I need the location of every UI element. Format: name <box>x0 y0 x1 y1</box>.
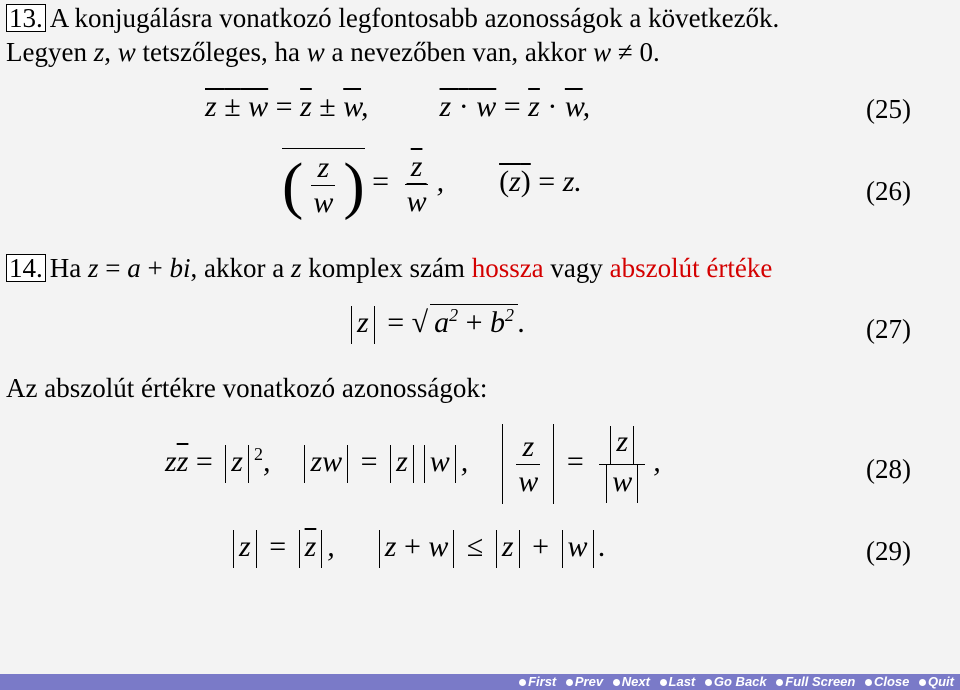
nav-prev[interactable]: Prev <box>566 674 603 689</box>
bullet-icon <box>705 679 712 686</box>
bullet-icon <box>919 679 926 686</box>
equation-26: ( $\frac{z}{w}$ ) = $\frac{\overline{z}}{w}$ , (z) = z. <box>282 149 582 221</box>
nav-go-back[interactable]: Go Back <box>705 674 767 689</box>
nav-last[interactable]: Last <box>660 674 696 689</box>
bullet-icon <box>613 679 620 686</box>
nav-next[interactable]: Next <box>613 674 650 689</box>
equation-28: $z\overline{z} = z$ $^2$, zw = z w , $\frac{z}{w}$ = $\frac{z}{w}$ , <box>165 424 661 504</box>
item-13-line2: Legyen z, w tetszőleges, ha w a nevezőben van, akkor w ≠ 0. <box>6 37 660 67</box>
nav-full-screen[interactable]: Full Screen <box>776 674 855 689</box>
equation-tag-28: (28) <box>866 454 911 484</box>
item-13-number: 13. <box>6 4 46 32</box>
equation-tag-25: (25) <box>866 94 911 124</box>
highlight-hossza: hossza <box>471 253 544 283</box>
equation-tag-27: (27) <box>866 314 911 344</box>
bullet-icon <box>566 679 573 686</box>
nav-first[interactable]: First <box>519 674 556 689</box>
navigation-bar <box>0 674 960 690</box>
equation-27: z = √ $a^2 + b^2$ . <box>346 304 526 344</box>
item-13-line1 <box>6 2 779 34</box>
equation-29: $z = \overline{z}$ , z + w ≤ z + w . <box>228 530 606 568</box>
nav-close[interactable]: Close <box>865 674 909 689</box>
item-14-line: 14. Ha z = a + bi, akkor a z komplex szám hossza vagy abszolút értéke <box>6 252 772 284</box>
bullet-icon <box>660 679 667 686</box>
bullet-icon <box>519 679 526 686</box>
equation-tag-26: (26) <box>866 176 911 206</box>
section-heading: Az abszolút értékre vonatkozó azonosságok: <box>6 373 488 403</box>
bullet-icon <box>776 679 783 686</box>
item-14-number: 14. <box>6 254 46 282</box>
equation-25: $z \pm w = \overline{z} \pm \overline{w}$, $z \cdot w = \overline{z} \cdot \overline{w}$, <box>205 90 591 123</box>
equation-tag-29: (29) <box>866 536 911 566</box>
bullet-icon <box>865 679 872 686</box>
highlight-abszolut-erteke: abszolút értéke <box>609 253 773 283</box>
nav-quit[interactable]: Quit <box>919 674 954 689</box>
item-13-intro: A konjugálásra vonatkozó legfontosabb azonosságok a következők. <box>49 3 780 33</box>
